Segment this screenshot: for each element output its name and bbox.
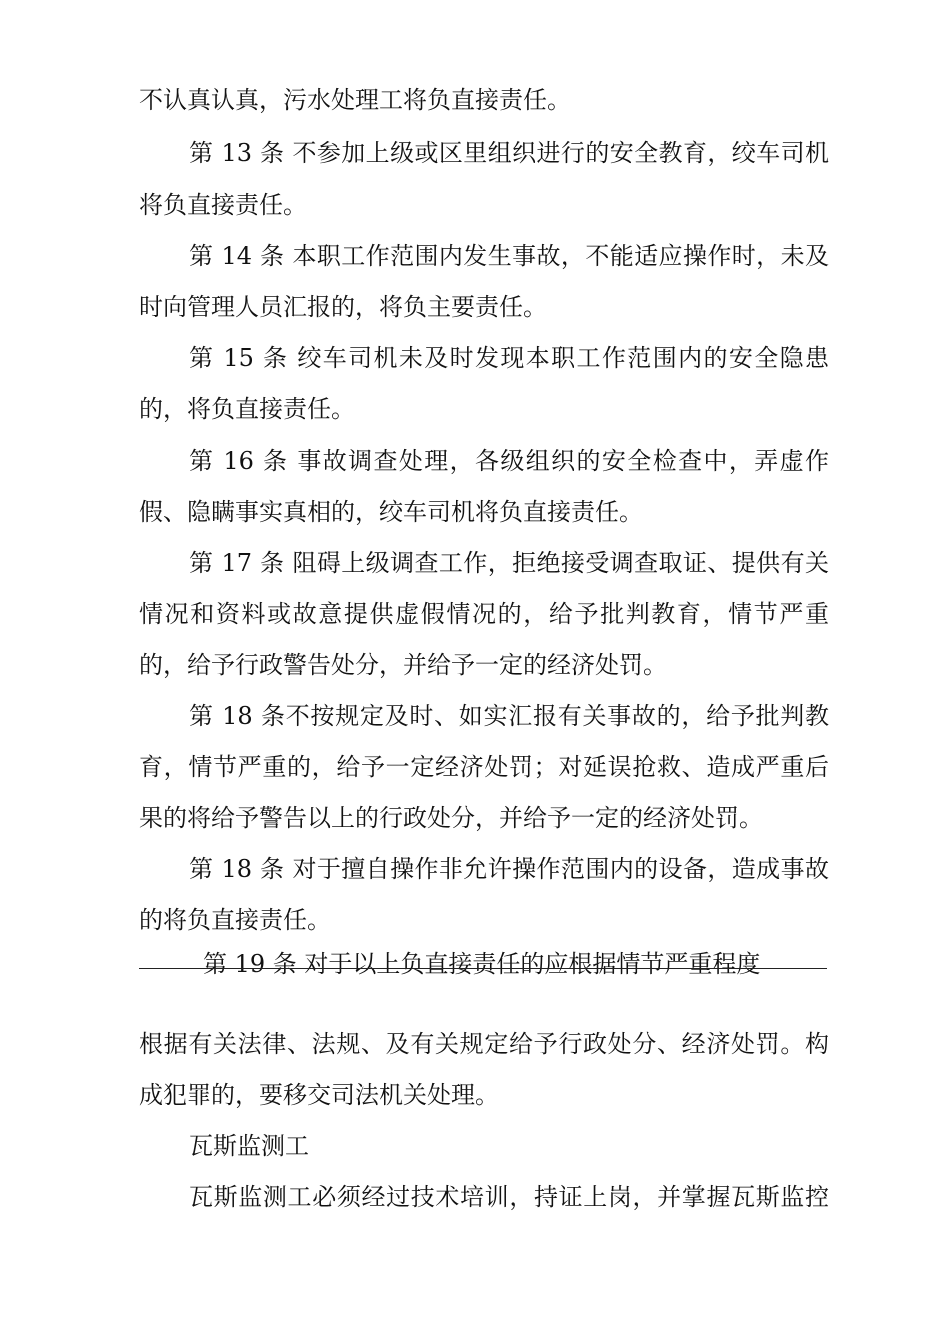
article-19-line-3: 成犯罪的，要移交司法机关处理。 <box>139 1081 499 1109</box>
article-13-line-2: 将负直接责任。 <box>139 191 307 219</box>
article-17-line-2: 情况和资料或故意提供虚假情况的，给予批判教育，情节严重 <box>139 600 829 628</box>
article-18-line-1: 第 18 条不按规定及时、如实汇报有关事故的，给予批判教 <box>189 702 829 730</box>
article-14-line-1: 第 14 条 本职工作范围内发生事故，不能适应操作时，未及 <box>189 242 829 270</box>
article-16-line-1: 第 16 条 事故调查处理，各级组织的安全检查中，弄虚作 <box>189 447 829 475</box>
article-16-line-2: 假、隐瞒事实真相的，绞车司机将负直接责任。 <box>139 498 643 526</box>
article-18-line-2: 育，情节严重的，给予一定经济处罚；对延误抢救、造成严重后 <box>139 753 829 781</box>
article-18-line-3: 果的将给予警告以上的行政处分，并给予一定的经济处罚。 <box>139 804 763 832</box>
article-19-line-2: 根据有关法律、法规、及有关规定给予行政处分、经济处罚。构 <box>139 1030 829 1058</box>
article-17-line-3: 的，给予行政警告处分，并给予一定的经济处罚。 <box>139 651 667 679</box>
text-line: 不认真认真，污水处理工将负直接责任。 <box>139 86 571 114</box>
article-17-line-1: 第 17 条 阻碍上级调查工作，拒绝接受调查取证、提供有关 <box>189 549 829 577</box>
section-title-gas-monitor: 瓦斯监测工 <box>189 1132 309 1160</box>
article-14-line-2: 时向管理人员汇报的，将负主要责任。 <box>139 293 547 321</box>
article-15-line-2: 的，将负直接责任。 <box>139 395 355 423</box>
article-13-line-1: 第 13 条 不参加上级或区里组织进行的安全教育，绞车司机 <box>189 139 829 167</box>
horizontal-divider <box>139 968 827 969</box>
article-15-line-1: 第 15 条 绞车司机未及时发现本职工作范围内的安全隐患 <box>189 344 829 372</box>
article-18b-line-1: 第 18 条 对于擅自操作非允许操作范围内的设备，造成事故 <box>189 855 829 883</box>
article-18b-line-2: 的将负直接责任。 <box>139 906 331 934</box>
gas-monitor-line-1: 瓦斯监测工必须经过技术培训，持证上岗，并掌握瓦斯监控 <box>189 1183 829 1211</box>
article-19-heading: 第 19 条 对于以上负直接责任的应根据情节严重程度 <box>203 950 761 978</box>
